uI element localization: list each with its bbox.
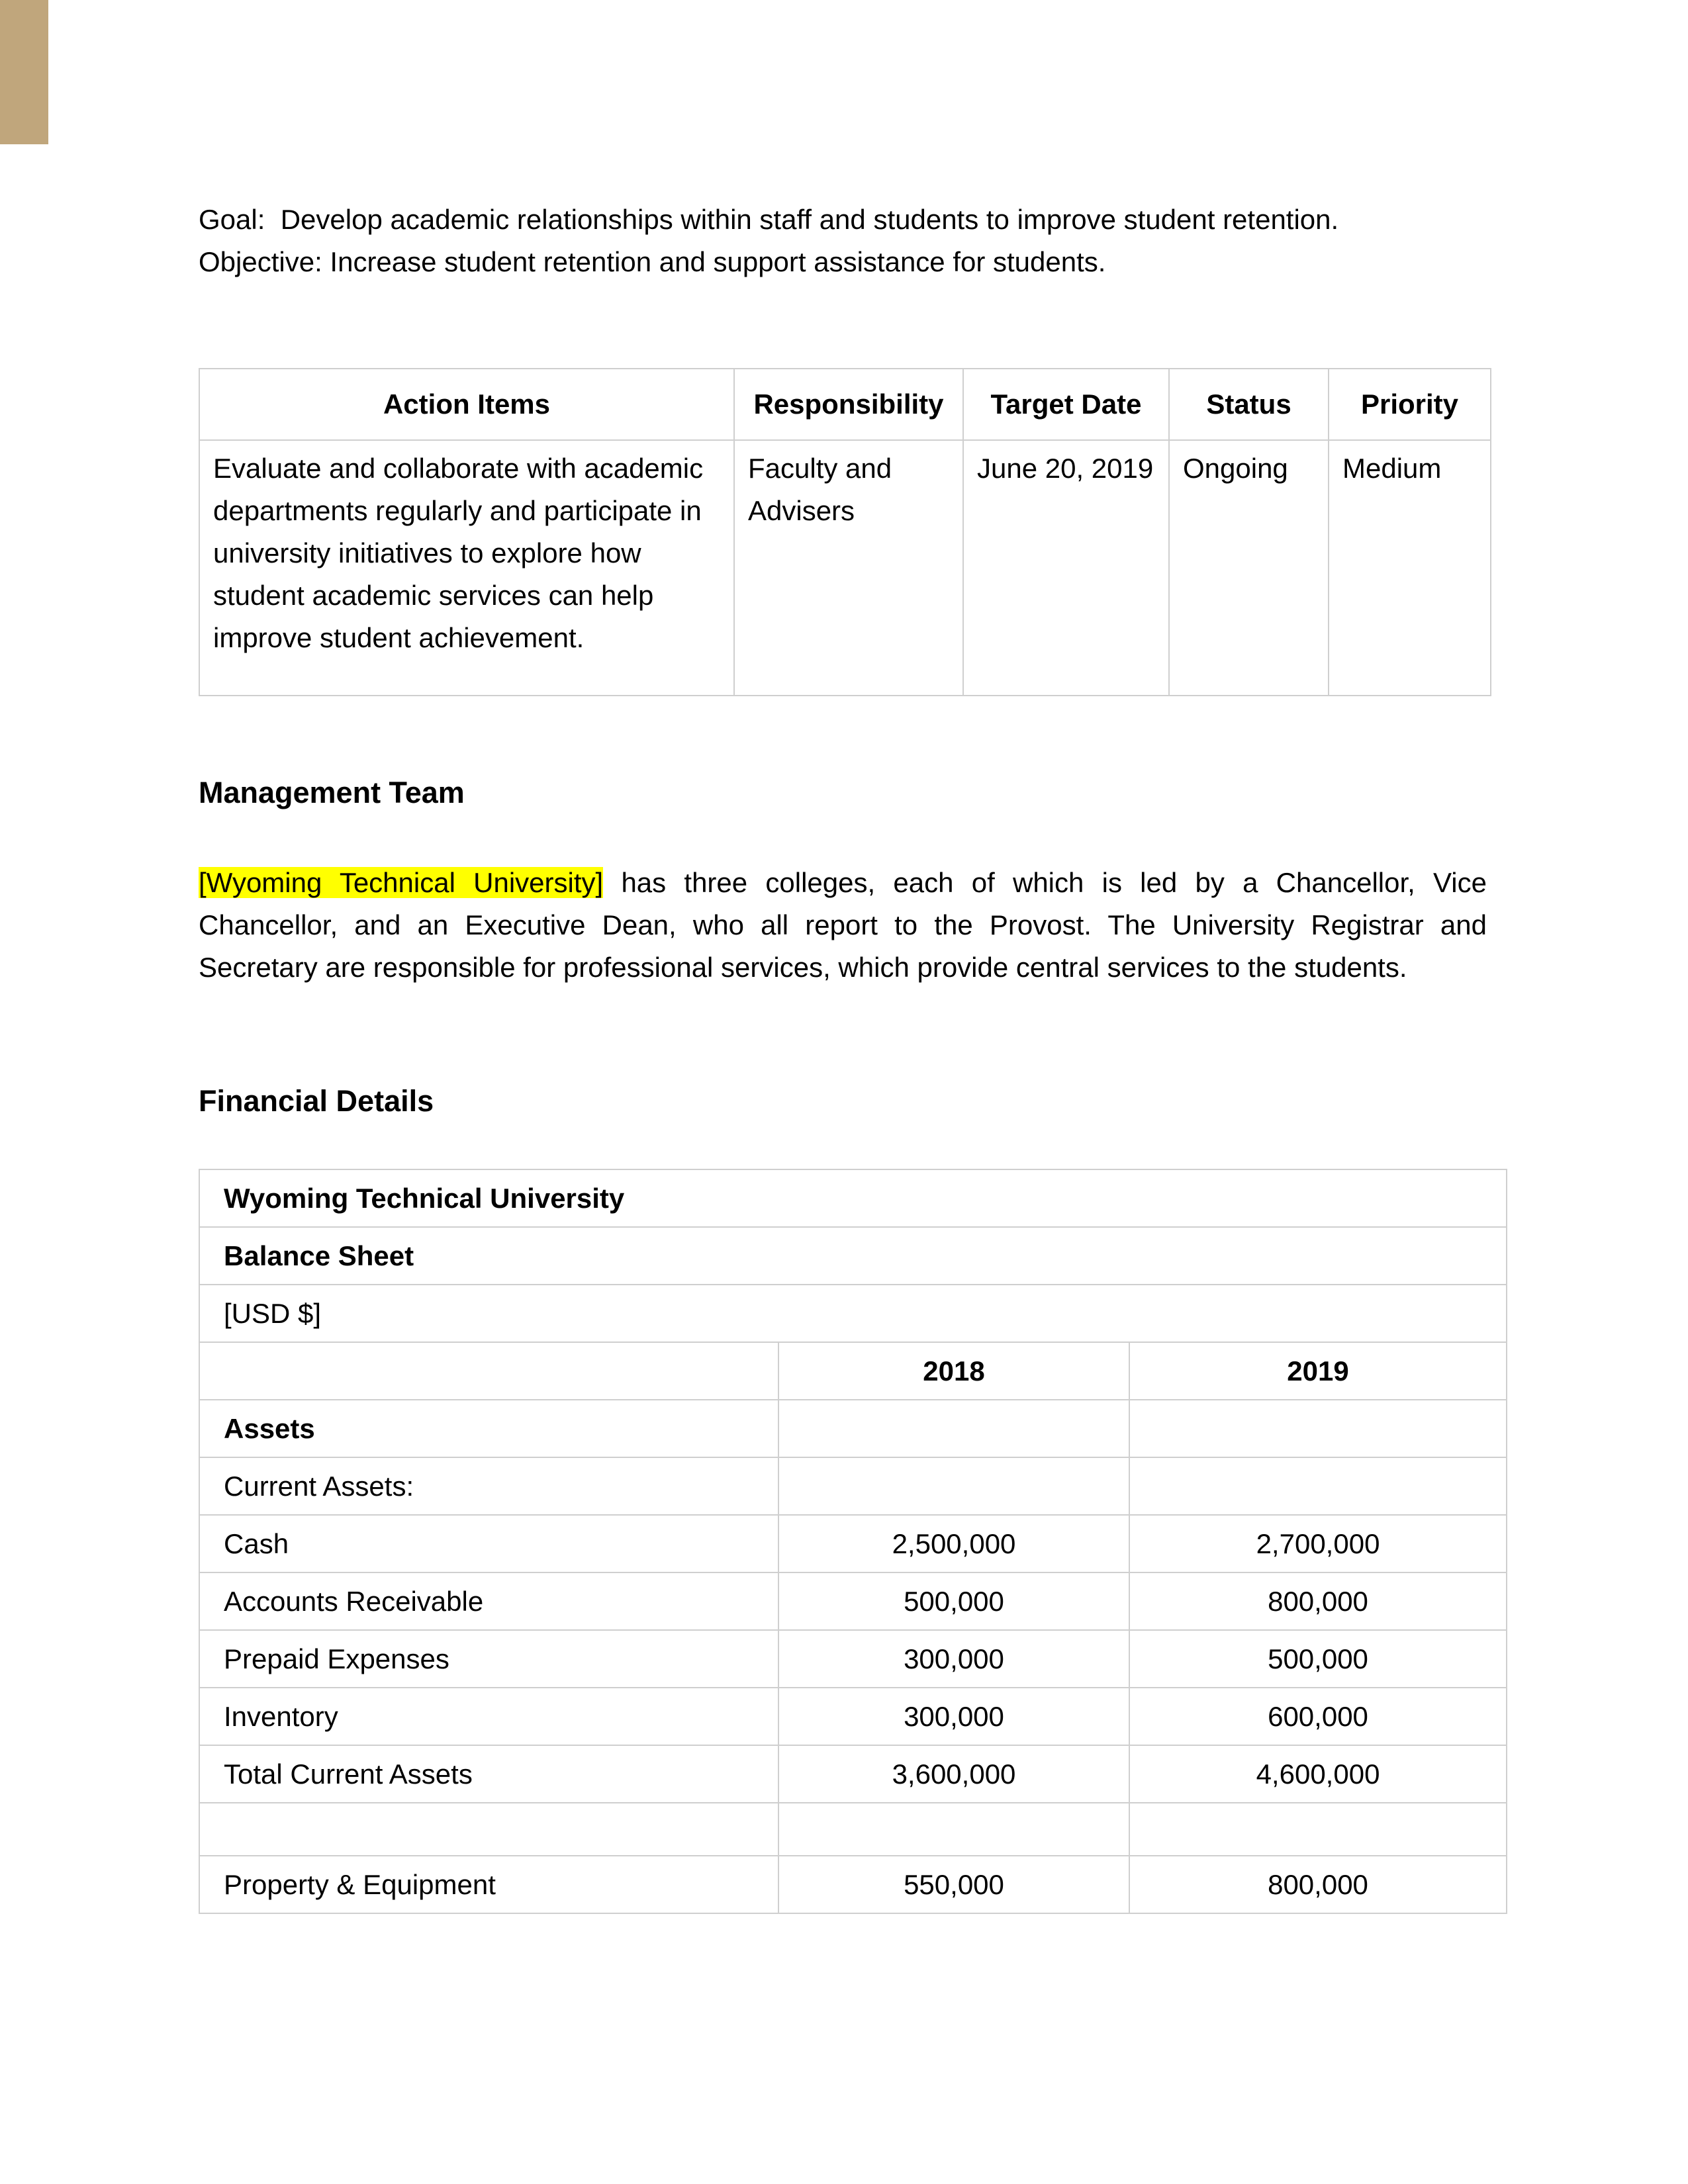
balance-sheet-table xyxy=(199,1169,1507,1914)
value-2019: 800,000 xyxy=(1129,1572,1507,1630)
empty-cell xyxy=(199,1803,778,1856)
currency-label: [USD $] xyxy=(199,1285,1507,1342)
current-assets-row xyxy=(199,1457,1507,1515)
cell-action-item: Evaluate and collaborate with academic departments regularly and participate in university initiatives to explore how student academic services can help improve student achievement. xyxy=(199,440,734,696)
empty-cell xyxy=(778,1457,1129,1515)
year-2019-header: 2019 xyxy=(1129,1342,1507,1400)
table-row xyxy=(199,1630,1507,1688)
spacer-row xyxy=(199,1803,1507,1856)
empty-cell xyxy=(778,1803,1129,1856)
row-label: Accounts Receivable xyxy=(199,1572,778,1630)
row-label: Cash xyxy=(199,1515,778,1572)
value-2019: 600,000 xyxy=(1129,1688,1507,1745)
objective-line: Objective: Increase student retention and support assistance for students. xyxy=(199,246,1106,277)
table-row xyxy=(199,1745,1507,1803)
row-label: Total Current Assets xyxy=(199,1745,778,1803)
value-2018: 550,000 xyxy=(778,1856,1129,1913)
header-priority: Priority xyxy=(1329,369,1491,440)
goal-block xyxy=(199,199,1523,283)
currency-row xyxy=(199,1285,1507,1342)
year-2018-header: 2018 xyxy=(778,1342,1129,1400)
goal-line: Goal: Develop academic relationships within staff and students to improve student retention. xyxy=(199,204,1339,235)
management-heading: Management Team xyxy=(199,776,465,809)
header-status: Status xyxy=(1169,369,1329,440)
highlighted-university-name: [Wyoming Technical University] xyxy=(199,867,604,898)
management-body: has three colleges, each of which is led by a Chancellor, Vice Chancellor, and an Executive Dean, who all report to the Provost. The University Registrar and Secretary are responsible for professional services, which provide central services to the students. xyxy=(199,867,1487,983)
header-target-date: Target Date xyxy=(963,369,1169,440)
table-row xyxy=(199,1688,1507,1745)
assets-row xyxy=(199,1400,1507,1457)
value-2018: 300,000 xyxy=(778,1630,1129,1688)
table-row xyxy=(199,1515,1507,1572)
header-action-items: Action Items xyxy=(199,369,734,440)
property-row xyxy=(199,1856,1507,1913)
value-2018: 2,500,000 xyxy=(778,1515,1129,1572)
value-2019: 500,000 xyxy=(1129,1630,1507,1688)
cell-responsibility: Faculty and Advisers xyxy=(734,440,963,696)
year-header-row xyxy=(199,1342,1507,1400)
value-2019: 2,700,000 xyxy=(1129,1515,1507,1572)
empty-cell xyxy=(199,1342,778,1400)
cell-target-date: June 20, 2019 xyxy=(963,440,1169,696)
management-paragraph xyxy=(199,862,1487,989)
action-table-row xyxy=(199,440,1491,696)
cell-status: Ongoing xyxy=(1169,440,1329,696)
table-row xyxy=(199,1572,1507,1630)
header-responsibility: Responsibility xyxy=(734,369,963,440)
empty-cell xyxy=(1129,1400,1507,1457)
value-2019: 800,000 xyxy=(1129,1856,1507,1913)
value-2018: 3,600,000 xyxy=(778,1745,1129,1803)
action-table-header-row xyxy=(199,369,1491,440)
corner-decoration xyxy=(0,0,48,144)
value-2019: 4,600,000 xyxy=(1129,1745,1507,1803)
row-label: Inventory xyxy=(199,1688,778,1745)
action-items-table xyxy=(199,368,1491,696)
current-assets-label: Current Assets: xyxy=(199,1457,778,1515)
cell-priority: Medium xyxy=(1329,440,1491,696)
financial-heading: Financial Details xyxy=(199,1084,434,1118)
row-label: Property & Equipment xyxy=(199,1856,778,1913)
org-name: Wyoming Technical University xyxy=(199,1169,1507,1227)
row-label: Prepaid Expenses xyxy=(199,1630,778,1688)
sheet-title-row xyxy=(199,1227,1507,1285)
value-2018: 500,000 xyxy=(778,1572,1129,1630)
empty-cell xyxy=(1129,1457,1507,1515)
empty-cell xyxy=(778,1400,1129,1457)
org-name-row xyxy=(199,1169,1507,1227)
sheet-title: Balance Sheet xyxy=(199,1227,1507,1285)
empty-cell xyxy=(1129,1803,1507,1856)
assets-label: Assets xyxy=(199,1400,778,1457)
value-2018: 300,000 xyxy=(778,1688,1129,1745)
